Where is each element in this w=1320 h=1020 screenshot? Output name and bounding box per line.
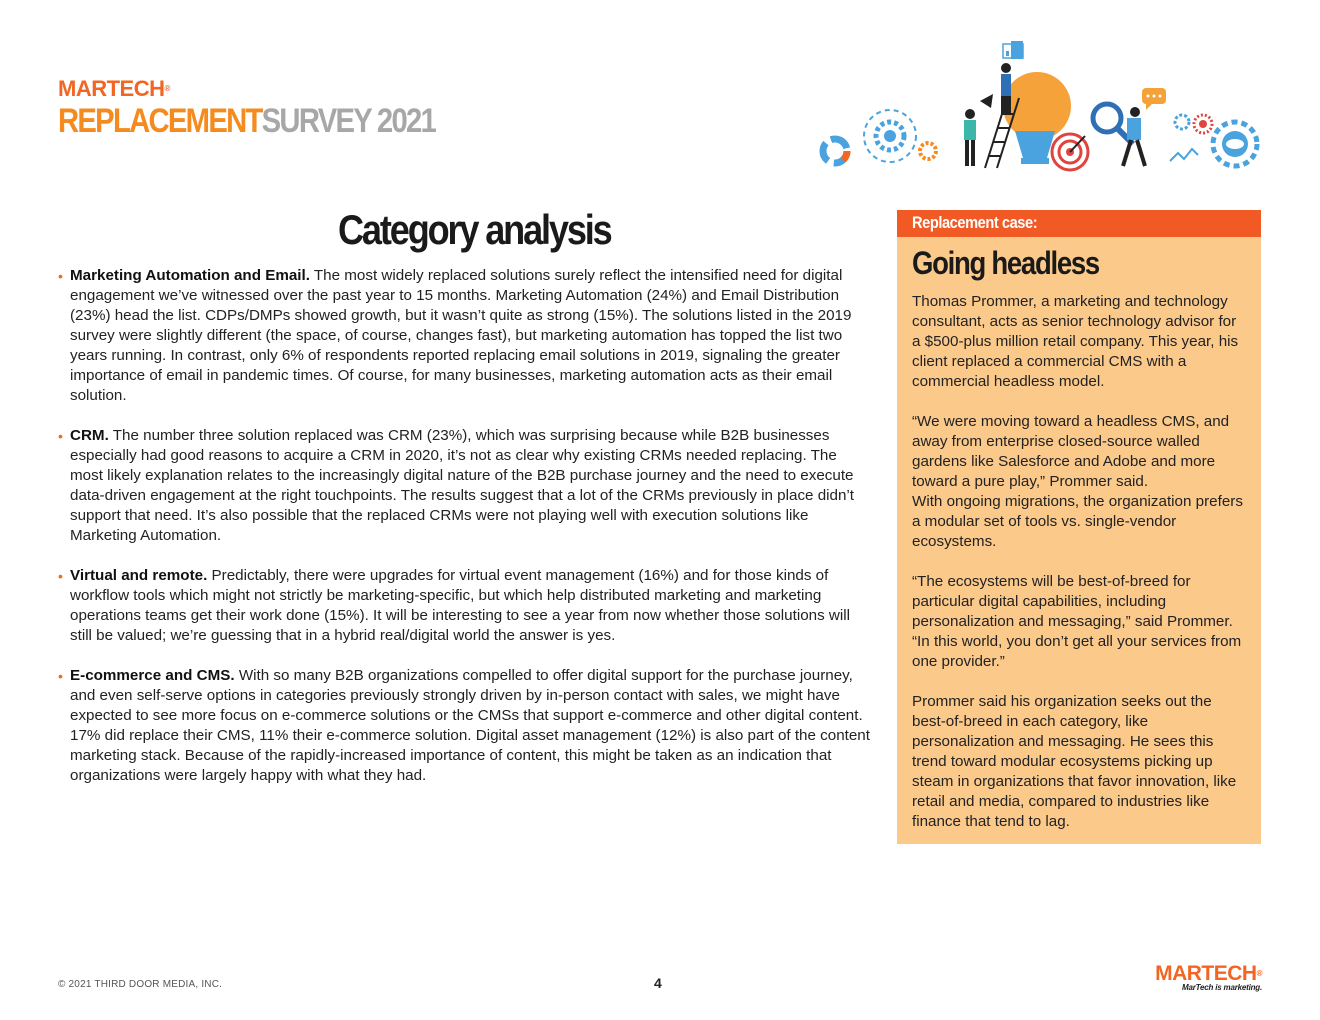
page-title: Category analysis [338,206,611,253]
chat-bubble-icon [1142,88,1166,110]
bullet-text: The most widely replaced solutions surely reflect the intensified need for digital engagement we’ve witnessed over the past year to 15 months. Marketing Automation (24%) and Email Distribution (23%) head the list. CDPs/DMPs showed growth, but it wasn’t quite as strong (15%). The solutions listed in the 2019 survey were slightly different (the space, of course, changes fast), but marketing automation has topped the list two years running. In contrast, only 6% of respondents reported replacing email solutions in 2019, signaling the greater importance of email in pandemic times. Of course, for many businesses, marketing automation acts as their email solution. [70,267,852,404]
bullet-icon: • [58,428,63,444]
bullet-text: The number three solution replaced was CRM (23%), which was surprising because while B2B businesses especially had good reasons to acquire a CRM in 2020, it’s not as clear why existing CRMs needed replacing. The most likely explanation relates to the increasingly digital nature of the B2B purchase journey and the need to execute data-driven engagement at the right touchpoints. The results suggest that a lot of the CRMs previously in place didn’t support that need. It’s also possible that the replaced CRMs were not playing well with execution solutions like Marketing Automation. [70,427,855,544]
bullet-lead: E-commerce and CMS. [70,667,235,684]
bullet-lead: Virtual and remote. [70,567,208,584]
brand-tagline: MarTech is marketing. [1182,983,1262,992]
sidebar-tag-label: Replacement case: [912,213,1038,232]
report-title-part2: SURVEY 2021 [261,102,436,140]
report-title-part1: REPLACEMENT [58,102,262,140]
brand-part1: MAR [58,76,107,101]
list-item [58,266,873,406]
header-illustration [815,36,1265,176]
sidebar-paragraph: “The ecosystems will be best-of-breed for particular digital capabilities, including personalization and messaging,” said Prommer. “In this world, you don’t get all your services from one provider.” [912,573,1242,670]
cloud-gear-icon [1213,122,1257,166]
sidebar-tag [897,210,1261,237]
target-icon [1052,134,1088,170]
bullet-icon: • [58,268,63,284]
brand-part2: TECH [1201,962,1257,985]
gear-icon [864,110,936,162]
bullet-text: Predictably, there were upgrades for virtual event management (16%) and for those kinds of workflow tools which might not strictly be marketing-specific, but which help distributed marketing and marketing operations teams get their work done (15%). It will be interesting to see a year from now whether those solutions will still be valued; we’re guessing that in a hybrid real/digital world the answer is yes. [70,567,851,644]
brand-part1: MAR [1155,962,1202,985]
sidebar-paragraph: “We were moving toward a headless CMS, and away from enterprise closed-source walled gardens like Salesforce and Adobe and more toward a pure play,” Prommer said. [912,413,1230,490]
sidebar-body [912,292,1247,832]
page-number: 4 [654,975,662,991]
sidebar-paragraph: Prommer said his organization seeks out the best-of-breed in each category, like personalization and messaging. He sees this trend toward modular ecosystems picking up steam in organizations that favor innovation, like retail and media, compared to industries like finance that tend to lag. [912,693,1237,830]
replacement-case-sidebar [897,210,1261,844]
bullet-lead: Marketing Automation and Email. [70,267,310,284]
martech-logo-header [58,78,496,140]
bullet-icon: • [58,568,63,584]
category-bullet-list [58,266,873,806]
bullet-text: With so many B2B organizations compelled to offer digital support for the purchase journey, and even self-serve options in categories previously strongly driven by in-person contact with sales, we might have expected to see more focus on e-commerce solutions or the CMSs that support e-commerce and other digital content. 17% did replace their CMS, 11% their e-commerce solution. Digital asset management (12%) is also part of the content marketing stack. Because of the rapidly-increased importance of content, this might be taken as an indication that organizations were largely happy with what they had. [70,667,870,784]
bullet-icon: • [58,668,63,684]
brand-wordmark: MARTECH® [1155,962,1262,985]
brand-part2: TECH [106,76,165,101]
list-item [58,666,873,786]
sidebar-paragraph: Thomas Prommer, a marketing and technology consultant, acts as senior technology advisor for a $500-plus million retail company. This year, his client replaced a commercial CMS with a commercial headless model. [912,293,1239,390]
martech-logo-footer [1122,963,1262,992]
copyright-notice: © 2021 THIRD DOOR MEDIA, INC. [58,979,223,990]
donut-chart-icon [823,139,847,163]
report-title [58,102,435,140]
list-item [58,566,873,646]
bullet-lead: CRM. [70,427,109,444]
brand-wordmark: MARTECH® [58,76,170,101]
list-item [58,426,873,546]
sidebar-title: Going headless [912,245,1099,281]
gear-icon [1170,115,1212,161]
sidebar-paragraph: With ongoing migrations, the organization prefers a modular set of tools vs. single-vendor ecosystems. [912,493,1243,550]
